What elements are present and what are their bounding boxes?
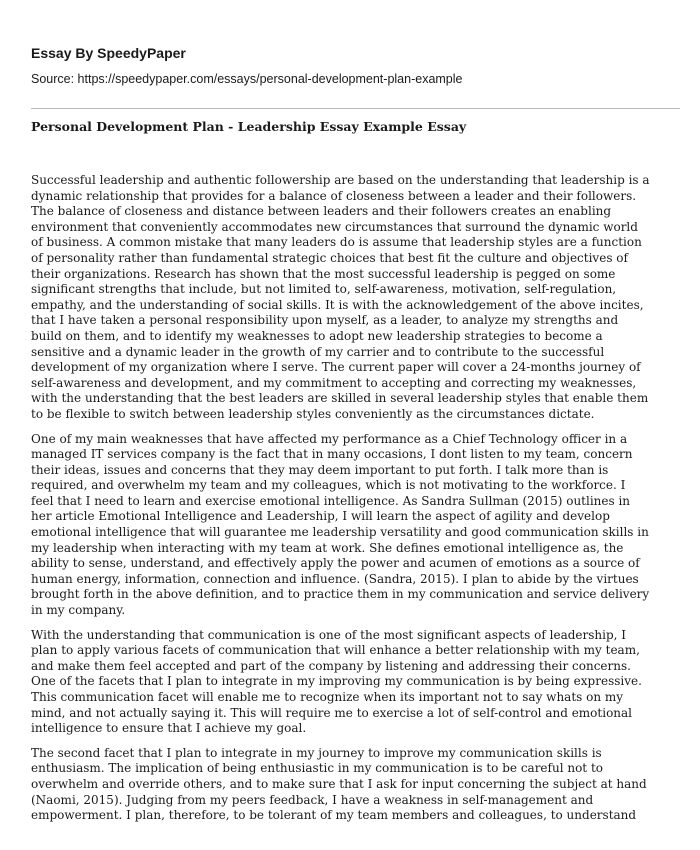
- paragraph-line: The balance of closeness and distance between leaders and their followers creates an enabling: [31, 204, 612, 219]
- source-line: Source: https://speedypaper.com/essays/personal-development-plan-example: [31, 72, 463, 86]
- paragraph-line: development of my organization where I serve. The current paper will cover a 24-months journey of: [31, 360, 641, 375]
- paragraph-line: that I have taken a personal responsibility upon myself, as a leader, to analyze my strengths and: [31, 313, 619, 328]
- paragraph-line: and make them feel accepted and part of the company by listening and addressing their concerns.: [31, 658, 631, 673]
- paragraph-line: build on them, and to identify my weaknesses to adopt new leadership strategies to become a: [31, 328, 603, 343]
- paragraph-line: feel that I need to learn and exercise emotional intelligence. As Sandra Sullman (2015) outlines in: [31, 493, 631, 508]
- paragraph-line: (Naomi, 2015). Judging from my peers feedback, I have a weakness in self-management and: [31, 792, 594, 807]
- paragraph-line: to be flexible to switch between leadership styles conveniently as the circumstances dictate.: [31, 406, 595, 421]
- paragraph-line: in my company.: [31, 603, 126, 618]
- divider: [31, 108, 680, 109]
- paragraph-line: intelligence to ensure that I achieve my goal.: [31, 721, 307, 736]
- paragraph-line: emotional intelligence that will guarantee me leadership versatility and good communication skills in: [31, 525, 649, 540]
- paragraph-line: her article Emotional Intelligence and Leadership, I will learn the aspect of agility and develop: [31, 509, 610, 524]
- paragraph-line: empowerment. I plan, therefore, to be tolerant of my team members and colleagues, to understand: [31, 808, 637, 823]
- paragraph-line: empathy, and the understanding of social skills. It is with the acknowledgement of the above incites,: [31, 297, 644, 312]
- paragraph-line: With the understanding that communication is one of the most significant aspects of leadership, I: [31, 627, 627, 642]
- paragraph-line: sensitive and a dynamic leader in the growth of my carrier and to contribute to the successful: [31, 344, 605, 359]
- paragraph-line: significant strengths that include, but not limited to, self-awareness, motivation, self-regulation,: [31, 282, 617, 297]
- paragraph-line: The second facet that I plan to integrate in my journey to improve my communication skills is: [31, 745, 602, 760]
- paragraph-line: dynamic relationship that provides for a balance of closeness between a leader and their followers.: [31, 188, 637, 203]
- essay-paragraph: [31, 432, 687, 619]
- paragraph-line: human energy, information, connection and influence. (Sandra, 2015). I plan to abide by the virtues: [31, 571, 639, 586]
- paragraph-line: their ideas, issues and concerns that they may deem important to put forth. I talk more than is: [31, 462, 609, 477]
- paragraph-line: mind, and not actually saying it. This will require me to exercise a lot of self-control and emotional: [31, 705, 633, 720]
- paragraph-line: plan to apply various facets of communication that will enhance a better relationship with my team,: [31, 643, 640, 658]
- paragraph-line: environment that conveniently accommodates new circumstances that surround the dynamic world: [31, 219, 638, 234]
- essay-paragraph: [31, 628, 687, 737]
- paragraph-line: required, and overwhelm my team and my colleagues, which is not motivating to the workforce. I: [31, 478, 626, 493]
- essay-paragraph: [31, 173, 687, 423]
- paragraph-line: of business. A common mistake that many leaders do is assume that leadership styles are a function: [31, 235, 642, 250]
- paragraph-line: with the understanding that the best leaders are skilled in several leadership styles that enable them: [31, 391, 649, 406]
- paragraph-line: ability to sense, understand, and effectively apply the power and acumen of emotions as a source of: [31, 556, 640, 571]
- paragraph-line: This communication facet will enable me to recognize when its important not to say whats on my: [31, 690, 624, 704]
- paragraph-line: self-awareness and development, and my commitment to accepting and correcting my weaknesses,: [31, 375, 637, 390]
- paragraph-line: One of my main weaknesses that have affected my performance as a Chief Technology officer in a: [31, 431, 628, 446]
- paragraph-line: overwhelm and override others, and to make sure that I ask for input concerning the subject at hand: [31, 776, 647, 791]
- paragraph-line: of personality rather than fundamental strategic choices that best fit the culture and objectives of: [31, 250, 628, 265]
- essay-paragraph: [31, 746, 687, 824]
- paragraph-line: my leadership when interacting with my team at work. She defines emotional intelligence as, the: [31, 540, 624, 555]
- paragraph-line: One of the facets that I plan to integrate in my improving my communication is by being expressive.: [31, 674, 642, 689]
- paragraph-line: Successful leadership and authentic followership are based on the understanding that leadership is a: [31, 173, 650, 187]
- essay-body: [31, 173, 687, 833]
- paragraph-line: managed IT services company is the fact that in many occasions, I dont listen to my team, concern: [31, 447, 633, 462]
- paragraph-line: brought forth in the above definition, and to practice them in my communication and service delivery: [31, 587, 650, 602]
- paragraph-line: their organizations. Research has shown that the most successful leadership is pegged on some: [31, 266, 616, 281]
- paragraph-line: enthusiasm. The implication of being enthusiastic in my communication is to be careful not to: [31, 761, 603, 776]
- essay-title: Personal Development Plan - Leadership Essay Example Essay: [31, 119, 467, 134]
- site-title: Essay By SpeedyPaper: [31, 45, 186, 61]
